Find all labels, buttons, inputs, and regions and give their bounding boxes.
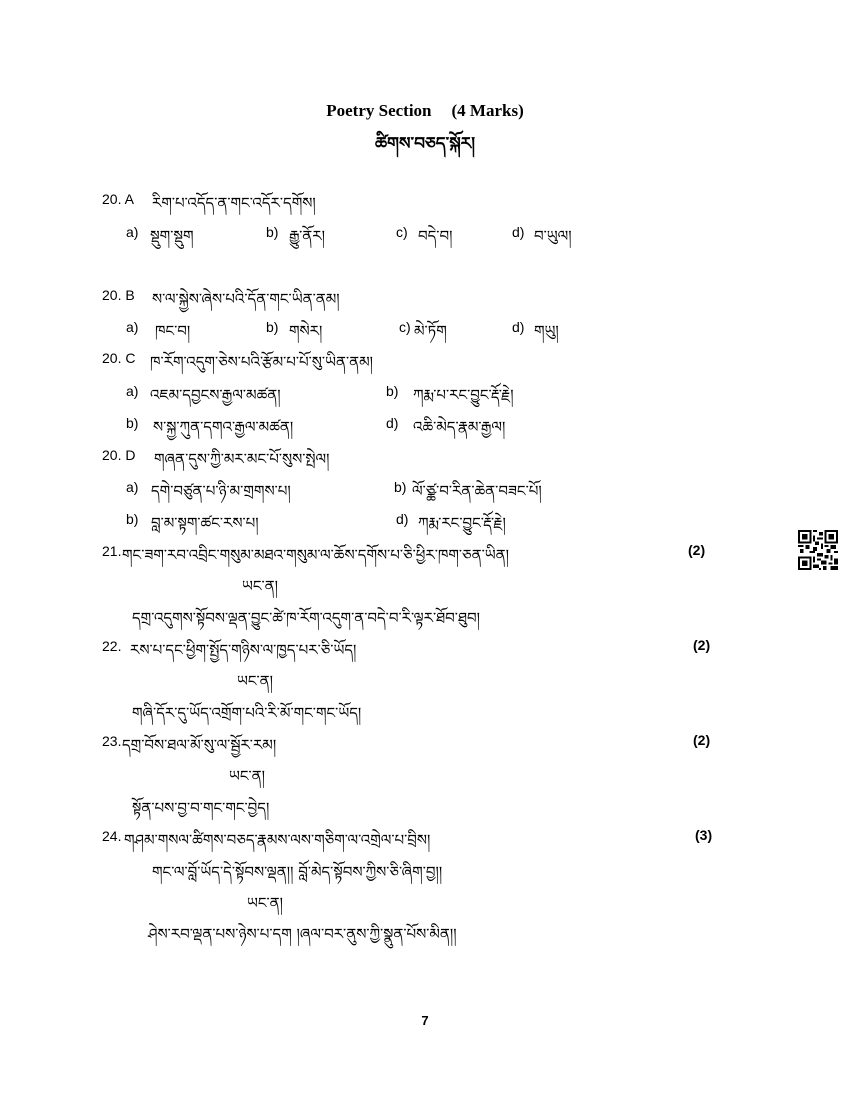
- q20c-option-b-label: b): [386, 383, 399, 399]
- page-subtitle: ཚིགས་བཅད་སྐོར།: [374, 134, 476, 154]
- q20a-question: རིག་པ་འདོད་ན་གང་འདོར་དགོས།: [152, 194, 316, 212]
- q20c-question: ཁ་རོག་འདུག་ཅེས་པའི་རྩོམ་པ་པོ་སུ་ཡིན་ནམ།: [150, 353, 373, 371]
- q20b-option-a: ཁང་བ།: [155, 322, 191, 340]
- q23-or-label: ཡང་ན།: [229, 767, 266, 785]
- q21-question: གང་ཟག་རབ་འབྲིང་གསུམ་མཐའ་གསུམ་ལ་ཆོས་དགོས་པ་ཅི་ཕྱིར་ཁག་ཅན་ཡིན།: [122, 546, 509, 564]
- q20c-option-d: འཆི་མེད་རྣམ་རྒྱལ།: [413, 418, 506, 436]
- q20c-option-c-label: b): [126, 415, 139, 431]
- q20a-option-c: བདེ་བ།: [418, 227, 453, 245]
- q20c-option-d-label: d): [386, 415, 399, 431]
- q20d-option-a: དགེ་བཙུན་པ་ཉི་མ་གྲགས་པ།: [151, 482, 291, 500]
- q24-number: 24.: [102, 828, 122, 844]
- q20c-option-b: ཀརྨ་པ་རང་བྱུང་རྡོ་རྗེ།: [413, 386, 514, 404]
- q20d-option-c-label: b): [126, 511, 139, 527]
- q23-answer: སྟོན་པས་བྱ་བ་གང་གང་བྱེད།: [132, 799, 270, 817]
- q20a-option-d: བ་ཡུལ།: [534, 227, 572, 245]
- q24-verse-line: གང་ལ་བློ་ཡོད་དེ་སྟོབས་ལྡན།། བློ་མེད་སྟོབས་ཀྱིས་ཅི་ཞིག་བྱ།།: [152, 863, 443, 881]
- q20a-option-b-label: b): [266, 224, 279, 240]
- q20a-number: 20. A: [102, 191, 134, 207]
- q20b-option-b: གསེར།: [289, 322, 323, 340]
- q20d-option-b-label: b): [394, 479, 407, 495]
- q20d-option-d-label: d): [396, 511, 409, 527]
- q24-or-label: ཡང་ན།: [247, 894, 284, 912]
- q20d-option-c: བླ་མ་སྟག་ཚང་རས་པ།: [151, 514, 259, 532]
- q24-verse-line-alt: ཤེས་རབ་ལྡན་པས་ཉེས་པ་དག །ཞལ་བར་ནུས་ཀྱི་སྣུན་པོས་མིན།།: [148, 925, 457, 943]
- q24-marks: (3): [695, 827, 713, 843]
- q21-answer: དགྲ་འདུགས་སྟོབས་ལྡན་བྱུང་ཚེ་ཁ་རོག་འདུག་ན་བདེ་བ་རི་ལྟར་ཐོབ་ཐུབ།: [132, 609, 480, 627]
- q22-marks: (2): [693, 637, 711, 653]
- q20a-option-d-label: d): [512, 224, 525, 240]
- q24-question: གཤམ་གསལ་ཚིགས་བཅད་རྣམས་ལས་གཅིག་ལ་འགྲེལ་པ་བྲིས།: [124, 831, 431, 849]
- q20c-option-c: ས་སྐྱ་ཀུན་དགའ་རྒྱལ་མཚན།: [153, 418, 294, 436]
- q20a-option-a-label: a): [126, 224, 139, 240]
- q21-marks: (2): [688, 542, 706, 558]
- q20b-option-c-label: c): [399, 319, 411, 335]
- q20c-option-a: འཇམ་དབྱངས་རྒྱལ་མཚན།: [150, 386, 281, 404]
- q20b-option-c: མེ་ཏོག: [414, 322, 447, 340]
- page-title: Poetry Section (4 Marks): [326, 101, 524, 120]
- q20d-number: 20. D: [102, 447, 136, 463]
- q20d-option-d: ཀརྨ་རང་བྱུང་རྡོ་རྗེ།: [418, 514, 506, 532]
- q23-marks: (2): [693, 732, 711, 748]
- q20d-option-b: ལོ་ཙྪ་བ་རིན་ཆེན་བཟང་པོ།: [412, 482, 542, 500]
- q22-number: 22.: [102, 638, 122, 654]
- q20b-number: 20. B: [102, 287, 135, 303]
- q21-or-label: ཡང་ན།: [242, 577, 279, 595]
- page-number: 7: [421, 1013, 429, 1028]
- q20d-option-a-label: a): [126, 479, 139, 495]
- q22-or-label: ཡང་ན།: [237, 672, 274, 690]
- q21-number: 21.: [102, 543, 122, 559]
- q20b-question: ས་ལ་སྐྱེས་ཞེས་པའི་དོན་གང་ཡིན་ནམ།: [152, 290, 340, 308]
- q20c-number: 20. C: [102, 350, 136, 366]
- q22-question: རས་པ་དང་ཕྱིག་སྤྱོད་གཉིས་ལ་ཁྱད་པར་ཅི་ཡོད།: [130, 641, 357, 659]
- q20b-option-b-label: b): [266, 319, 279, 335]
- q20a-option-c-label: c): [396, 224, 408, 240]
- q20a-option-a: སྡུག་སྡུག: [150, 227, 194, 245]
- q23-question: དགྲ་བོས་ཐལ་མོ་སུ་ལ་སྦྱོར་རམ།: [122, 736, 277, 754]
- qr-code-icon: [798, 530, 838, 570]
- q20b-option-d-label: d): [512, 319, 525, 335]
- q23-number: 23.: [102, 733, 122, 749]
- q20b-option-a-label: a): [126, 319, 139, 335]
- q20d-question: གཞན་དུས་ཀྱི་མར་མང་པོ་སུས་སྤེལ།: [154, 450, 330, 468]
- q20b-option-d: གཡུ།: [534, 322, 559, 340]
- q22-answer: གཞི་དོར་དུ་ཡོད་འགྲོག་པའི་རི་མོ་གང་གང་ཡོད།: [132, 704, 362, 722]
- q20c-option-a-label: a): [126, 383, 139, 399]
- q20a-option-b: རྒྱུ་ནོར།: [289, 227, 325, 245]
